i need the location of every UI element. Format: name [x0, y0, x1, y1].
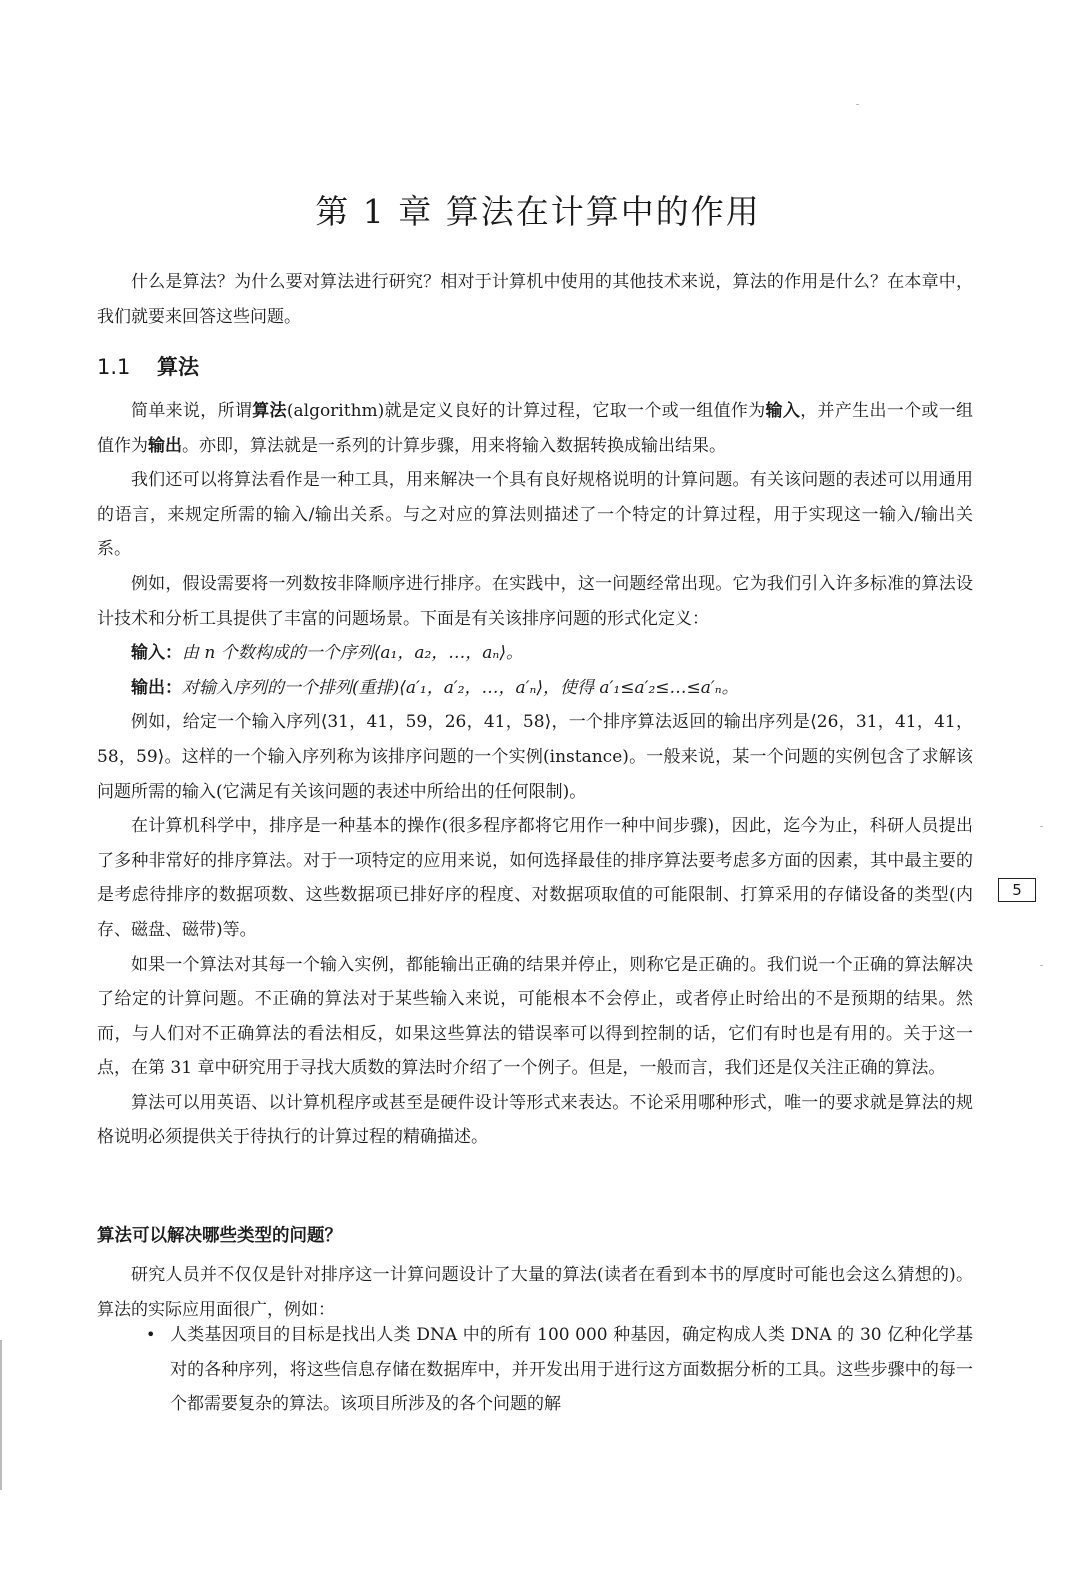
input-definition: [97, 636, 973, 671]
paragraph-instance: 例如，给定一个输入序列⟨31，41，59，26，41，58⟩，一个排序算法返回的输出序列是⟨26，31，41，41，58，59⟩。这样的一个输入序列称为该排序问题的一个实例(instance)。一般来说，某一个问题的实例包含了求解该问题所需的输入(它满足有关该问题的表述中所给出的任何限制)。: [97, 712, 973, 802]
p1-text-c: (algorithm)就是定义良好的计算过程，它取一个或一组值作为: [286, 401, 766, 421]
margin-page-number: 5: [998, 878, 1036, 902]
p1-term-output: 输出: [148, 435, 182, 456]
p1-term-algorithm: 算法: [252, 401, 287, 421]
chapter-title: 第 1 章 算法在计算中的作用: [315, 192, 761, 231]
subsection-heading: 算法可以解决哪些类型的问题？: [97, 1226, 342, 1246]
p1-term-input: 输入: [765, 401, 801, 421]
subsection-body: [97, 1258, 973, 1327]
input-text: 由 n 个数构成的一个序列⟨a₁，a₂，…，aₙ⟩。: [182, 643, 523, 664]
paragraph-tool: 我们还可以将算法看作是一种工具，用来解决一个具有良好规格说明的计算问题。有关该问题的表述可以用通用的语言，来规定所需的输入/输出关系。与之对应的算法则描述了一个特定的计算过程，用于实现这一输入/输出关系。: [97, 470, 973, 560]
p1-text-g: 。亦即，算法就是一系列的计算步骤，用来将输入数据转换成输出结果。: [182, 435, 726, 456]
intro-paragraph: [97, 265, 973, 334]
p1-text-e: ，并产生出一个或一组值作为: [97, 401, 974, 456]
output-definition: [97, 671, 973, 706]
paragraph-specification: 算法可以用英语、以计算机程序或甚至是硬件设计等形式来表达。不论采用哪种形式，唯一的要求就是算法的规格说明必须提供关于待执行的计算过程的精确描述。: [97, 1092, 973, 1148]
output-text: 对输入序列的一个排列(重排)⟨a′₁，a′₂，…，a′ₙ⟩，使得 a′₁≤a′₂≤…≤a′ₙ。: [182, 677, 739, 698]
paragraph-sorting-example: 例如，假设需要将一列数按非降顺序进行排序。在实践中，这一问题经常出现。它为我们引入许多标准的算法设计技术和分析工具提供了丰富的问题场景。下面是有关该排序问题的形式化定义：: [97, 573, 973, 629]
intro-text: 什么是算法？为什么要对算法进行研究？相对于计算机中使用的其他技术来说，算法的作用是什么？在本章中，我们就要来回答这些问题。: [97, 272, 973, 327]
bullet-item: [170, 1318, 973, 1422]
scan-speck: [1040, 826, 1043, 827]
scan-speck: [856, 104, 859, 105]
bullet-text: 人类基因项目的目标是找出人类 DNA 中的所有 100 000 种基因，确定构成人类 DNA 的 30 亿种化学基对的各种序列，将这些信息存储在数据库中，并开发出用于进行这方面数据分析的工具。这些步骤中的每一个都需要复杂的算法。该项目所涉及的各个问题的解: [170, 1325, 973, 1415]
paragraph-algorithm-definition: [97, 394, 973, 463]
bullet-mark: •: [146, 1325, 156, 1344]
paragraph-correctness: 如果一个算法对其每一个输入实例，都能输出正确的结果并停止，则称它是正确的。我们说一个正确的算法解决了给定的计算问题。不正确的算法对于某些输入来说，可能根本不会停止，或者停止时给出的不是预期的结果。然而，与人们对不正确算法的看法相反，如果这些算法的错误率可以得到控制的话，它们有时也是有用的。关于这一点，在第 31 章中研究用于寻找大质数的算法时介绍了一个例子。但是，一般而言，我们还是仅关注正确的算法。: [97, 954, 973, 1079]
paragraph-sorting-importance: 在计算机科学中，排序是一种基本的操作(很多程序都将它用作一种中间步骤)，因此，迄今为止，科研人员提出了多种非常好的排序算法。对于一项特定的应用来说，如何选择最佳的排序算法要考虑多方面的因素，其中最主要的是考虑待排序的数据项数、这些数据项已排好序的程度、对数据项取值的可能限制、打算采用的存储设备的类型(内存、磁盘、磁带)等。: [97, 816, 973, 940]
section-title: 算法: [157, 355, 199, 379]
section-body: [97, 394, 973, 1155]
section-heading: [97, 351, 199, 381]
input-label: 输入：: [131, 643, 182, 664]
scan-edge-mark: [0, 1340, 2, 1490]
paragraph-applications: 研究人员并不仅仅是针对排序这一计算问题设计了大量的算法(读者在看到本书的厚度时可能也会这么猜想的)。算法的实际应用面很广，例如：: [97, 1265, 973, 1320]
output-label: 输出：: [131, 677, 182, 698]
scan-speck: [1040, 965, 1043, 966]
section-number: 1.1: [97, 355, 131, 379]
p1-text-a: 简单来说，所谓: [131, 401, 253, 421]
